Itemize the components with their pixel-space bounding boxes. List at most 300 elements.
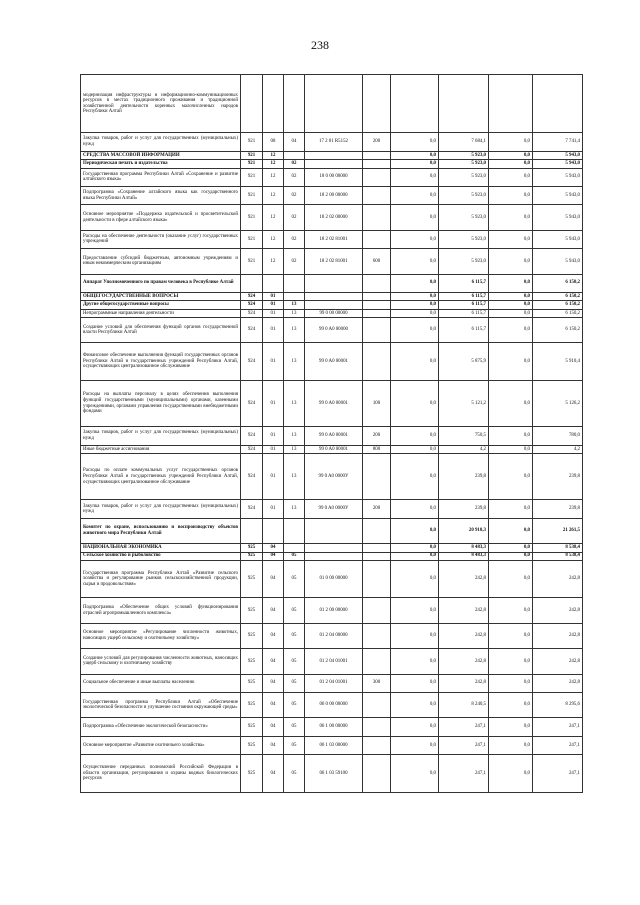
- row-name-cell: Сельское хозяйство и рыболовство: [81, 552, 241, 560]
- subsection-cell: 05: [284, 674, 305, 692]
- expense-type-cell: [363, 560, 391, 597]
- subsection-cell: 13: [284, 318, 305, 343]
- target-article-cell: 18 2 02 00000: [305, 205, 363, 230]
- expense-type-cell: [363, 301, 391, 309]
- subsection-cell: 05: [284, 692, 305, 717]
- expense-type-cell: 800: [363, 445, 391, 453]
- table-row: [81, 755, 583, 792]
- expense-type-cell: [363, 343, 391, 380]
- table-row: [81, 718, 583, 736]
- value-cell-2: 242,8: [439, 560, 489, 597]
- row-name-cell: Другие общегосударственные вопросы: [81, 301, 241, 309]
- table-row: [81, 544, 583, 552]
- row-name-cell: ОБЩЕГОСУДАРСТВЕННЫЕ ВОПРОСЫ: [81, 292, 241, 300]
- subsection-cell: [284, 518, 305, 543]
- table-row: [81, 454, 583, 500]
- admin-code-cell: 924: [241, 445, 263, 453]
- subsection-cell: [284, 544, 305, 552]
- row-name-cell: Государственная программа Республики Алтай «Сохранение и развитие алтайского языка»: [81, 168, 241, 186]
- value-cell-4: 239,8: [533, 500, 583, 518]
- subsection-cell: 05: [284, 755, 305, 792]
- table-row: [81, 205, 583, 230]
- value-cell-3: 0,0: [489, 736, 533, 754]
- value-cell-1: 0,0: [391, 309, 439, 317]
- table-row: [81, 649, 583, 674]
- subsection-cell: [284, 151, 305, 159]
- row-name-cell: Подпрограмма «Обеспечение экологической безопасности»: [81, 718, 241, 736]
- admin-code-cell: 924: [241, 343, 263, 380]
- value-cell-3: 0,0: [489, 133, 533, 151]
- expense-type-cell: [363, 318, 391, 343]
- section-cell: [263, 75, 284, 133]
- expense-type-cell: 200: [363, 427, 391, 445]
- target-article-cell: 99 0 A0 0000У: [305, 454, 363, 500]
- table-row: [81, 692, 583, 717]
- value-cell-4: 5 910,4: [533, 343, 583, 380]
- value-cell-3: 0,0: [489, 274, 533, 292]
- section-cell: 04: [263, 736, 284, 754]
- admin-code-cell: 925: [241, 674, 263, 692]
- admin-code-cell: 921: [241, 151, 263, 159]
- table-row: [81, 552, 583, 560]
- value-cell-3: 0,0: [489, 380, 533, 426]
- admin-code-cell: 924: [241, 454, 263, 500]
- target-article-cell: [305, 160, 363, 168]
- value-cell-4: [533, 75, 583, 133]
- row-name-cell: Расходы по оплате коммунальных услуг государственных органов Республики Алтай и государственных учреждений Республики Алтай, осуществляющих централизованное обслуживание: [81, 454, 241, 500]
- value-cell-2: 242,8: [439, 674, 489, 692]
- value-cell-3: 0,0: [489, 318, 533, 343]
- section-cell: 01: [263, 500, 284, 518]
- admin-code-cell: 924: [241, 427, 263, 445]
- row-name-cell: Закупка товаров, работ и услуг для государственных (муниципальных) нужд: [81, 133, 241, 151]
- admin-code-cell: 925: [241, 692, 263, 717]
- expense-type-cell: [363, 718, 391, 736]
- value-cell-1: 0,0: [391, 674, 439, 692]
- section-cell: 04: [263, 598, 284, 623]
- value-cell-2: 5 923,0: [439, 249, 489, 274]
- admin-code-cell: 921: [241, 160, 263, 168]
- target-article-cell: [305, 301, 363, 309]
- value-cell-4: 5 943,0: [533, 205, 583, 230]
- target-article-cell: [305, 75, 363, 133]
- row-name-cell: СРЕДСТВА МАССОВОЙ ИНФОРМАЦИИ: [81, 151, 241, 159]
- subsection-cell: 13: [284, 454, 305, 500]
- admin-code-cell: 925: [241, 623, 263, 648]
- expense-type-cell: 100: [363, 380, 391, 426]
- admin-code-cell: 924: [241, 301, 263, 309]
- expense-type-cell: [363, 623, 391, 648]
- target-article-cell: 06 0 00 00000: [305, 692, 363, 717]
- value-cell-1: 0,0: [391, 205, 439, 230]
- value-cell-1: 0,0: [391, 249, 439, 274]
- value-cell-4: 247,1: [533, 755, 583, 792]
- row-name-cell: Закупка товаров, работ и услуг для государственных (муниципальных) нужд: [81, 500, 241, 518]
- expense-type-cell: [363, 160, 391, 168]
- target-article-cell: 01 2 04 01001: [305, 674, 363, 692]
- subsection-cell: 05: [284, 598, 305, 623]
- value-cell-2: 239,8: [439, 454, 489, 500]
- section-cell: 04: [263, 649, 284, 674]
- value-cell-2: 239,8: [439, 500, 489, 518]
- row-name-cell: Подпрограмма «Сохранение алтайского языка как государственного языка Республики Алтай»: [81, 186, 241, 204]
- value-cell-1: 0,0: [391, 274, 439, 292]
- expense-type-cell: [363, 186, 391, 204]
- value-cell-2: 8 240,5: [439, 692, 489, 717]
- value-cell-4: 242,8: [533, 560, 583, 597]
- value-cell-2: 247,1: [439, 718, 489, 736]
- value-cell-4: 242,8: [533, 623, 583, 648]
- row-name-cell: Подпрограмма «Обеспечение общих условий функционирования отраслей агропромышленного комплекса»: [81, 598, 241, 623]
- target-article-cell: 06 1 03 59100: [305, 755, 363, 792]
- value-cell-2: 7 684,1: [439, 133, 489, 151]
- subsection-cell: 02: [284, 230, 305, 248]
- table-row: [81, 168, 583, 186]
- value-cell-4: 5 943,0: [533, 168, 583, 186]
- expense-type-cell: [363, 151, 391, 159]
- section-cell: [263, 274, 284, 292]
- value-cell-3: 0,0: [489, 343, 533, 380]
- value-cell-2: 5 923,0: [439, 230, 489, 248]
- section-cell: 12: [263, 168, 284, 186]
- target-article-cell: 17 2 01 R5152: [305, 133, 363, 151]
- value-cell-1: 0,0: [391, 552, 439, 560]
- value-cell-2: 8 483,3: [439, 544, 489, 552]
- value-cell-1: 0,0: [391, 133, 439, 151]
- value-cell-3: 0,0: [489, 544, 533, 552]
- row-name-cell: Осуществление переданных полномочий Российской Федерации в области организации, регулирования и охраны водных биологических ресурсов: [81, 755, 241, 792]
- value-cell-1: 0,0: [391, 692, 439, 717]
- table-row: [81, 598, 583, 623]
- expense-type-cell: 200: [363, 500, 391, 518]
- expense-type-cell: 600: [363, 249, 391, 274]
- row-name-cell: Финансовое обеспечение выполнения функций государственных органов Республики Алтай и государственных учреждений Республики Алтай, осуществляющих централизованное обслуживание: [81, 343, 241, 380]
- target-article-cell: [305, 518, 363, 543]
- expense-type-cell: [363, 75, 391, 133]
- value-cell-1: 0,0: [391, 623, 439, 648]
- value-cell-3: 0,0: [489, 427, 533, 445]
- value-cell-4: 6 150,2: [533, 301, 583, 309]
- row-name-cell: Основное мероприятие «Поддержка издательской и просветительской деятельности в сфере алтайского языка»: [81, 205, 241, 230]
- value-cell-4: 8 538,4: [533, 544, 583, 552]
- value-cell-1: 0,0: [391, 160, 439, 168]
- target-article-cell: 99 0 A0 00001: [305, 445, 363, 453]
- section-cell: 01: [263, 292, 284, 300]
- value-cell-3: 0,0: [489, 500, 533, 518]
- value-cell-3: 0,0: [489, 718, 533, 736]
- value-cell-4: 242,8: [533, 674, 583, 692]
- target-article-cell: 18 0 00 00000: [305, 168, 363, 186]
- value-cell-2: 247,1: [439, 736, 489, 754]
- value-cell-2: 5 923,0: [439, 186, 489, 204]
- expense-type-cell: [363, 205, 391, 230]
- value-cell-1: 0,0: [391, 380, 439, 426]
- value-cell-4: 239,8: [533, 454, 583, 500]
- section-cell: 01: [263, 454, 284, 500]
- table-row: [81, 427, 583, 445]
- row-name-cell: Расходы на выплаты персоналу в целях обеспечения выполнения функций государственными (муниципальными) органами, казенными учреждениями, органами управления государственными внебюджетными фондами: [81, 380, 241, 426]
- expense-type-cell: [363, 168, 391, 186]
- row-name-cell: Аппарат Уполномоченного по правам человека в Республике Алтай: [81, 274, 241, 292]
- value-cell-2: 5 875,9: [439, 343, 489, 380]
- section-cell: 01: [263, 445, 284, 453]
- section-cell: 04: [263, 544, 284, 552]
- value-cell-2: 4,2: [439, 445, 489, 453]
- value-cell-2: 750,5: [439, 427, 489, 445]
- value-cell-3: [489, 75, 533, 133]
- subsection-cell: 02: [284, 168, 305, 186]
- table-row: [81, 500, 583, 518]
- value-cell-1: 0,0: [391, 301, 439, 309]
- value-cell-1: 0,0: [391, 560, 439, 597]
- target-article-cell: 01 2 00 00000: [305, 598, 363, 623]
- expense-type-cell: [363, 454, 391, 500]
- target-article-cell: 99 0 A0 0000У: [305, 500, 363, 518]
- subsection-cell: [284, 274, 305, 292]
- value-cell-4: 4,2: [533, 445, 583, 453]
- table-row: [81, 518, 583, 543]
- value-cell-2: 6 115,7: [439, 292, 489, 300]
- value-cell-1: [391, 75, 439, 133]
- subsection-cell: 04: [284, 133, 305, 151]
- section-cell: 12: [263, 186, 284, 204]
- table-row: [81, 274, 583, 292]
- target-article-cell: [305, 274, 363, 292]
- value-cell-2: 5 923,0: [439, 168, 489, 186]
- table-row: [81, 445, 583, 453]
- subsection-cell: 05: [284, 718, 305, 736]
- table-row: [81, 560, 583, 597]
- section-cell: [263, 518, 284, 543]
- value-cell-1: 0,0: [391, 544, 439, 552]
- table-row: [81, 160, 583, 168]
- value-cell-3: 0,0: [489, 301, 533, 309]
- expense-type-cell: [363, 649, 391, 674]
- admin-code-cell: [241, 518, 263, 543]
- value-cell-2: 6 115,7: [439, 274, 489, 292]
- value-cell-4: 6 150,2: [533, 274, 583, 292]
- value-cell-2: 6 115,7: [439, 318, 489, 343]
- value-cell-3: 0,0: [489, 160, 533, 168]
- value-cell-4: 21 261,5: [533, 518, 583, 543]
- value-cell-4: 7 741,4: [533, 133, 583, 151]
- target-article-cell: 06 1 00 00000: [305, 718, 363, 736]
- subsection-cell: 05: [284, 623, 305, 648]
- value-cell-3: 0,0: [489, 692, 533, 717]
- row-name-cell: Социальное обеспечение и иные выплаты населению: [81, 674, 241, 692]
- admin-code-cell: 921: [241, 249, 263, 274]
- value-cell-4: 8 538,4: [533, 552, 583, 560]
- table-row: [81, 343, 583, 380]
- row-name-cell: Основное мероприятие «Развитие охотничьего хозяйства»: [81, 736, 241, 754]
- expense-type-cell: [363, 736, 391, 754]
- value-cell-3: 0,0: [489, 292, 533, 300]
- expense-type-cell: [363, 274, 391, 292]
- value-cell-4: 5 943,0: [533, 151, 583, 159]
- section-cell: 01: [263, 318, 284, 343]
- value-cell-1: 0,0: [391, 500, 439, 518]
- target-article-cell: 99 0 A0 00000: [305, 318, 363, 343]
- subsection-cell: 13: [284, 301, 305, 309]
- row-name-cell: Государственная программа Республики Алтай «Развитие сельского хозяйства и регулирование рынков сельскохозяйственной продукции, сырья и продовольствия»: [81, 560, 241, 597]
- section-cell: 04: [263, 692, 284, 717]
- table-row: [81, 309, 583, 317]
- value-cell-1: 0,0: [391, 736, 439, 754]
- value-cell-2: 6 115,7: [439, 301, 489, 309]
- section-cell: 04: [263, 552, 284, 560]
- value-cell-4: 242,8: [533, 649, 583, 674]
- value-cell-4: 6 150,2: [533, 318, 583, 343]
- table-body: [81, 75, 583, 793]
- subsection-cell: [284, 75, 305, 133]
- section-cell: 01: [263, 380, 284, 426]
- table-row: [81, 292, 583, 300]
- admin-code-cell: 925: [241, 718, 263, 736]
- value-cell-3: 0,0: [489, 674, 533, 692]
- value-cell-3: 0,0: [489, 623, 533, 648]
- value-cell-3: 0,0: [489, 454, 533, 500]
- row-name-cell: Иные бюджетные ассигнования: [81, 445, 241, 453]
- table-row: [81, 75, 583, 133]
- section-cell: 12: [263, 249, 284, 274]
- expense-type-cell: [363, 544, 391, 552]
- expense-type-cell: [363, 552, 391, 560]
- value-cell-4: 6 150,2: [533, 309, 583, 317]
- value-cell-4: 242,8: [533, 598, 583, 623]
- value-cell-3: 0,0: [489, 552, 533, 560]
- value-cell-1: 0,0: [391, 186, 439, 204]
- target-article-cell: 18 2 02 81001: [305, 249, 363, 274]
- expense-type-cell: [363, 230, 391, 248]
- row-name-cell: Создание условий для обеспечения функций органов государственной власти Республики Алтай: [81, 318, 241, 343]
- expense-type-cell: 300: [363, 674, 391, 692]
- value-cell-2: 6 115,7: [439, 309, 489, 317]
- admin-code-cell: 925: [241, 560, 263, 597]
- table-row: [81, 736, 583, 754]
- row-name-cell: Государственная программа Республики Алтай «Обеспечение экологической безопасности и улучшение состояния окружающей среды»: [81, 692, 241, 717]
- section-cell: 01: [263, 427, 284, 445]
- subsection-cell: 13: [284, 500, 305, 518]
- value-cell-1: 0,0: [391, 718, 439, 736]
- page-number: 238: [311, 38, 329, 52]
- value-cell-4: 5 943,0: [533, 186, 583, 204]
- section-cell: 12: [263, 230, 284, 248]
- value-cell-4: 247,1: [533, 718, 583, 736]
- value-cell-2: 247,1: [439, 755, 489, 792]
- target-article-cell: 01 2 04 00000: [305, 623, 363, 648]
- value-cell-3: 0,0: [489, 168, 533, 186]
- target-article-cell: 18 2 00 00000: [305, 186, 363, 204]
- table-row: [81, 623, 583, 648]
- value-cell-3: 0,0: [489, 755, 533, 792]
- value-cell-1: 0,0: [391, 292, 439, 300]
- expense-type-cell: [363, 309, 391, 317]
- section-cell: 01: [263, 309, 284, 317]
- subsection-cell: 02: [284, 249, 305, 274]
- value-cell-3: 0,0: [489, 445, 533, 453]
- row-name-cell: Периодическая печать и издательства: [81, 160, 241, 168]
- value-cell-4: 5 943,0: [533, 249, 583, 274]
- value-cell-3: 0,0: [489, 205, 533, 230]
- value-cell-4: 247,1: [533, 736, 583, 754]
- subsection-cell: 13: [284, 309, 305, 317]
- admin-code-cell: 924: [241, 318, 263, 343]
- admin-code-cell: 921: [241, 168, 263, 186]
- subsection-cell: 05: [284, 649, 305, 674]
- section-cell: 12: [263, 160, 284, 168]
- value-cell-3: 0,0: [489, 560, 533, 597]
- target-article-cell: [305, 151, 363, 159]
- value-cell-3: 0,0: [489, 649, 533, 674]
- table-row: [81, 133, 583, 151]
- value-cell-1: 0,0: [391, 318, 439, 343]
- admin-code-cell: 925: [241, 649, 263, 674]
- row-name-cell: модернизация инфраструктуры и информационно-коммуникационных ресурсов в местах традиционного проживания и традиционной хозяйственной деятельности коренных малочисленных народов Республики Алтай: [81, 75, 241, 133]
- table-row: [81, 151, 583, 159]
- subsection-cell: 02: [284, 160, 305, 168]
- section-cell: 01: [263, 343, 284, 380]
- table-row: [81, 674, 583, 692]
- subsection-cell: 05: [284, 560, 305, 597]
- section-cell: 08: [263, 133, 284, 151]
- value-cell-2: 242,8: [439, 623, 489, 648]
- admin-code-cell: 925: [241, 552, 263, 560]
- row-name-cell: Непрограммные направления деятельности: [81, 309, 241, 317]
- section-cell: 04: [263, 623, 284, 648]
- admin-code-cell: 921: [241, 205, 263, 230]
- subsection-cell: 02: [284, 186, 305, 204]
- row-name-cell: Предоставление субсидий бюджетным, автономным учреждениям и иным некоммерческим организациям: [81, 249, 241, 274]
- subsection-cell: 05: [284, 736, 305, 754]
- value-cell-2: 5 923,0: [439, 160, 489, 168]
- value-cell-3: 0,0: [489, 230, 533, 248]
- value-cell-2: 242,8: [439, 649, 489, 674]
- value-cell-1: 0,0: [391, 598, 439, 623]
- table-row: [81, 318, 583, 343]
- value-cell-3: 0,0: [489, 186, 533, 204]
- section-cell: 04: [263, 718, 284, 736]
- row-name-cell: НАЦИОНАЛЬНАЯ ЭКОНОМИКА: [81, 544, 241, 552]
- target-article-cell: 18 2 02 81001: [305, 230, 363, 248]
- value-cell-3: 0,0: [489, 598, 533, 623]
- target-article-cell: 01 2 04 01001: [305, 649, 363, 674]
- admin-code-cell: 925: [241, 736, 263, 754]
- value-cell-3: 0,0: [489, 249, 533, 274]
- target-article-cell: 99 0 A0 00001: [305, 427, 363, 445]
- admin-code-cell: [241, 274, 263, 292]
- row-name-cell: Закупка товаров, работ и услуг для государственных (муниципальных) нужд: [81, 427, 241, 445]
- target-article-cell: 99 0 A0 00001: [305, 380, 363, 426]
- admin-code-cell: 925: [241, 544, 263, 552]
- value-cell-1: 0,0: [391, 649, 439, 674]
- admin-code-cell: 921: [241, 186, 263, 204]
- row-name-cell: Основное мероприятие «Регулирование численности животных, наносящих ущерб сельскому и охотничьему хозяйству»: [81, 623, 241, 648]
- budget-table: [80, 74, 583, 793]
- admin-code-cell: 924: [241, 500, 263, 518]
- value-cell-1: 0,0: [391, 168, 439, 186]
- value-cell-2: 5 121,2: [439, 380, 489, 426]
- section-cell: 12: [263, 151, 284, 159]
- table-row: [81, 249, 583, 274]
- section-cell: 01: [263, 301, 284, 309]
- row-name-cell: Создание условий для регулирования численности животных, наносящих ущерб сельскому и охотничьему хозяйству: [81, 649, 241, 674]
- expense-type-cell: [363, 692, 391, 717]
- value-cell-4: 6 150,2: [533, 292, 583, 300]
- value-cell-2: 242,8: [439, 598, 489, 623]
- section-cell: 04: [263, 674, 284, 692]
- expense-type-cell: 200: [363, 133, 391, 151]
- admin-code-cell: 924: [241, 309, 263, 317]
